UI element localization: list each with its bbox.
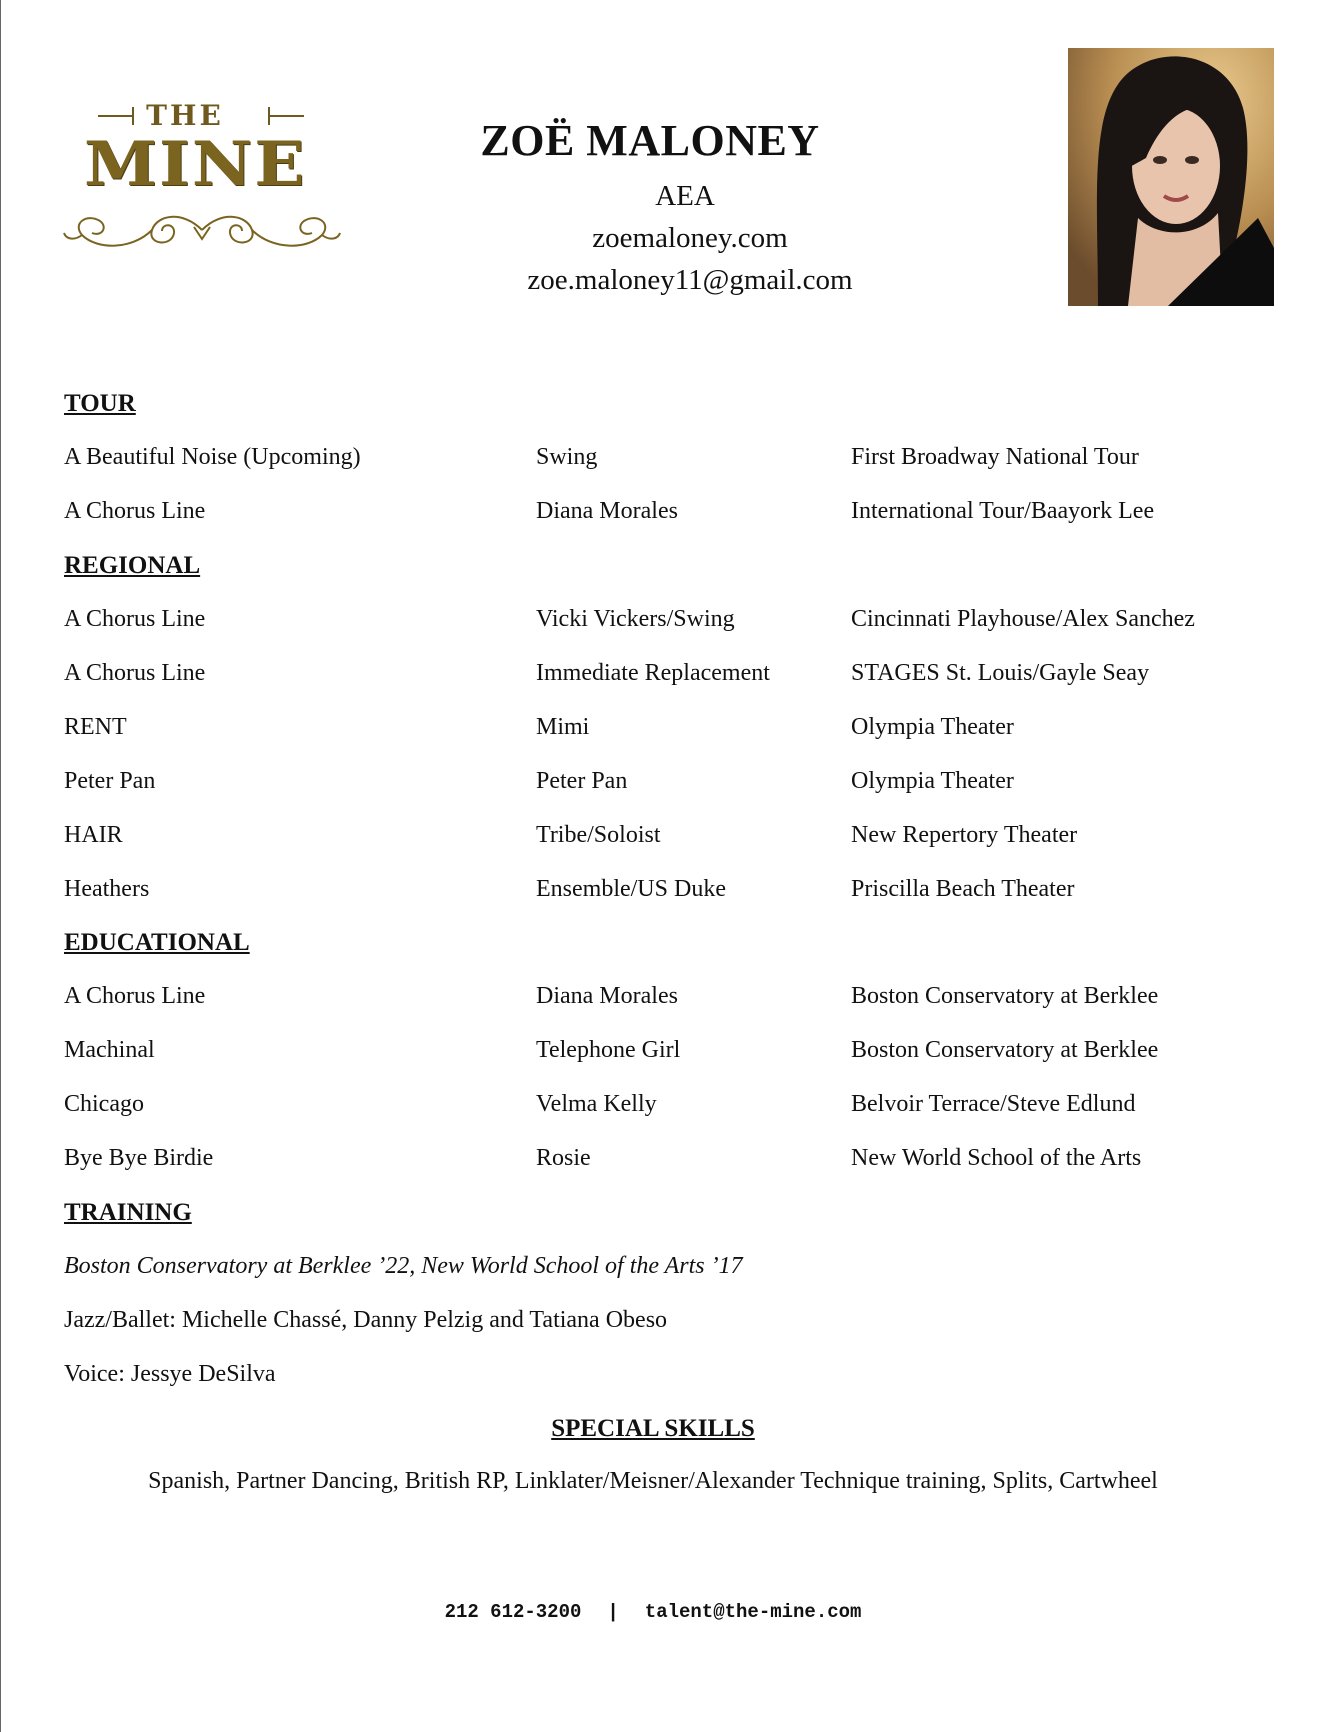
credit-show: A Chorus Line: [64, 606, 206, 632]
credit-venue: Cincinnati Playhouse/Alex Sanchez: [851, 606, 1195, 632]
agency-logo: [62, 95, 342, 265]
credit-role: Ensemble/US Duke: [536, 876, 726, 902]
special-skills-list: Spanish, Partner Dancing, British RP, Linklater/Meisner/Alexander Technique training, Splits, Cartwheel: [148, 1468, 1158, 1494]
table-row: [0, 660, 1340, 692]
section-title-regional: REGIONAL: [64, 552, 201, 579]
credit-venue: Belvoir Terrace/Steve Edlund: [851, 1091, 1136, 1117]
union-affiliation: AEA: [655, 180, 715, 212]
table-row: [0, 983, 1340, 1015]
credit-show: Chicago: [64, 1091, 144, 1117]
agency-email[interactable]: talent@the-mine.com: [644, 1601, 862, 1623]
section-title-tour: TOUR: [64, 390, 136, 417]
table-row: [0, 1091, 1340, 1123]
section-title-special-skills: SPECIAL SKILLS: [551, 1415, 755, 1442]
table-row: [0, 444, 1340, 476]
credit-show: Machinal: [64, 1037, 155, 1063]
credit-role: Vicki Vickers/Swing: [536, 606, 735, 632]
table-row: [0, 876, 1340, 908]
table-row: [0, 498, 1340, 530]
performer-name: ZOË MALONEY: [480, 116, 820, 165]
table-row: [0, 1145, 1340, 1177]
email-link[interactable]: zoe.maloney11@gmail.com: [527, 264, 853, 296]
credit-role: Tribe/Soloist: [536, 822, 661, 848]
section-title-educational: EDUCATIONAL: [64, 929, 250, 956]
credit-role: Telephone Girl: [536, 1037, 681, 1063]
credit-venue: STAGES St. Louis/Gayle Seay: [851, 660, 1150, 686]
credit-role: Diana Morales: [536, 498, 678, 524]
credit-venue: Priscilla Beach Theater: [851, 876, 1075, 902]
credit-role: Peter Pan: [536, 768, 628, 794]
credit-show: A Chorus Line: [64, 983, 206, 1009]
footer-separator: |: [607, 1601, 619, 1623]
training-dance: Jazz/Ballet: Michelle Chassé, Danny Pelzig and Tatiana Obeso: [64, 1307, 668, 1333]
credit-show: HAIR: [64, 822, 123, 848]
training-schools: Boston Conservatory at Berklee ’22, New World School of the Arts ’17: [64, 1253, 743, 1279]
credit-show: A Chorus Line: [64, 660, 206, 686]
credit-venue: New Repertory Theater: [851, 822, 1078, 848]
logo-the-text: THE: [146, 99, 224, 132]
headshot-photo: [1068, 48, 1274, 306]
training-voice: Voice: Jessye DeSilva: [64, 1361, 276, 1387]
credit-role: Diana Morales: [536, 983, 678, 1009]
credit-role: Swing: [536, 444, 598, 470]
table-row: [0, 768, 1340, 800]
table-row: [0, 714, 1340, 746]
credit-show: Bye Bye Birdie: [64, 1145, 214, 1171]
agency-contact-footer: [0, 1601, 1306, 1623]
credit-venue: New World School of the Arts: [851, 1145, 1142, 1171]
credit-venue: Boston Conservatory at Berklee: [851, 1037, 1159, 1063]
table-row: [0, 822, 1340, 854]
credit-venue: Olympia Theater: [851, 768, 1014, 794]
credit-venue: First Broadway National Tour: [851, 444, 1139, 470]
credit-role: Mimi: [536, 714, 590, 740]
credit-show: Peter Pan: [64, 768, 156, 794]
table-row: [0, 606, 1340, 638]
credit-show: A Chorus Line: [64, 498, 206, 524]
credit-role: Velma Kelly: [536, 1091, 657, 1117]
credit-venue: Boston Conservatory at Berklee: [851, 983, 1159, 1009]
logo-rule-right: [268, 115, 304, 117]
section-title-training: TRAINING: [64, 1199, 192, 1226]
table-row: [0, 1037, 1340, 1069]
credit-role: Rosie: [536, 1145, 591, 1171]
agency-phone[interactable]: 212 612-3200: [444, 1601, 582, 1623]
credit-show: Heathers: [64, 876, 150, 902]
credit-role: Immediate Replacement: [536, 660, 770, 686]
credit-venue: International Tour/Baayork Lee: [851, 498, 1155, 524]
credit-show: RENT: [64, 714, 127, 740]
website-link[interactable]: zoemaloney.com: [592, 222, 788, 254]
logo-mine-text: MINE: [84, 128, 307, 200]
logo-flourish-icon: [62, 205, 342, 255]
credit-venue: Olympia Theater: [851, 714, 1014, 740]
credit-show: A Beautiful Noise (Upcoming): [64, 444, 361, 470]
